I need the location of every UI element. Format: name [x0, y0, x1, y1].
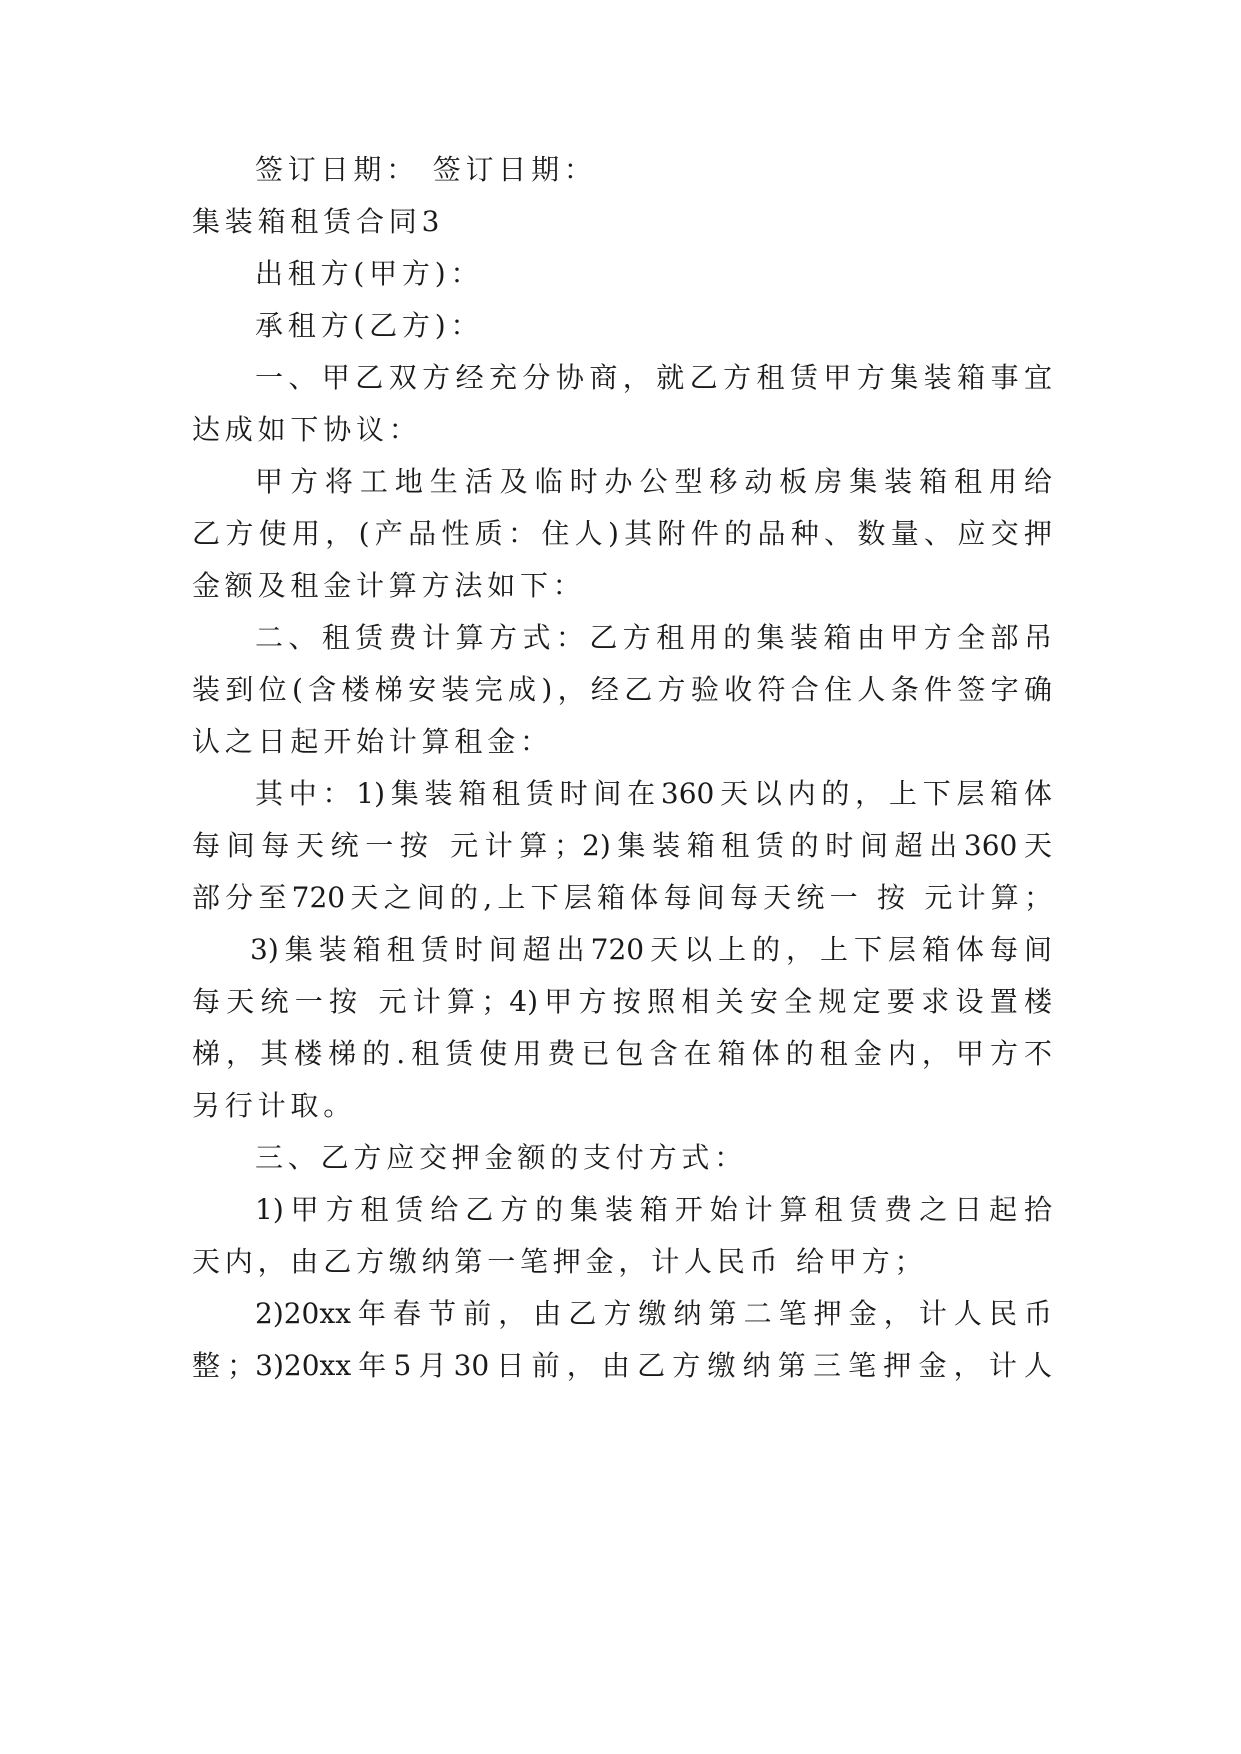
clause-2-para2-line-2: 每天统一按 元计算；4)甲方按照相关安全规定要求设置楼 [192, 985, 1052, 1018]
clause-3-item-1-line-1: 1)甲方租赁给乙方的集装箱开始计算租赁费之日起拾 [255, 1193, 1052, 1226]
clause-2-para2-line-3: 梯，其楼梯的.租赁使用费已包含在箱体的租金内，甲方不 [192, 1037, 1052, 1070]
clause-2-line-3: 认之日起开始计算租金： [192, 725, 553, 758]
clause-1-para-line-1: 甲方将工地生活及临时办公型移动板房集装箱租用给 [255, 465, 1052, 498]
clause-2-line-1: 二、租赁费计算方式：乙方租用的集装箱由甲方全部吊 [255, 621, 1052, 654]
clause-3-item-2-line-1: 2)20xx年春节前，由乙方缴纳第二笔押金，计人民币 [255, 1297, 1052, 1330]
clause-3-item-2-line-2: 整；3)20xx年5月30日前，由乙方缴纳第三笔押金，计人 [192, 1349, 1052, 1382]
signing-date-line: 签订日期： 签订日期： [255, 153, 597, 186]
clause-1-line-2: 达成如下协议： [192, 413, 422, 446]
document-title: 集装箱租赁合同3 [192, 205, 445, 238]
clause-1-para-line-2: 乙方使用，(产品性质：住人)其附件的品种、数量、应交押 [192, 517, 1052, 550]
clause-3-item-1-line-2: 天内，由乙方缴纳第一笔押金，计人民币 给甲方； [192, 1245, 928, 1278]
lessee-line: 承租方(乙方)： [255, 309, 484, 342]
clause-1-para-line-3: 金额及租金计算方法如下： [192, 569, 586, 602]
clause-2-para-line-1: 其中：1)集装箱租赁时间在360天以内的，上下层箱体 [255, 777, 1052, 810]
lessor-line: 出租方(甲方)： [255, 257, 484, 290]
clause-2-para-line-2: 每间每天统一按 元计算；2)集装箱租赁的时间超出360天 [192, 829, 1052, 862]
clause-1-line-1: 一、甲乙双方经充分协商，就乙方租赁甲方集装箱事宜 [255, 361, 1052, 394]
clause-2-para2-line-4: 另行计取。 [192, 1089, 357, 1122]
clause-3-heading: 三、乙方应交押金额的支付方式： [255, 1141, 748, 1174]
clause-2-para2-line-1: 3)集装箱租赁时间超出720天以上的，上下层箱体每间 [250, 933, 1052, 966]
clause-2-para-line-3: 部分至720天之间的,上下层箱体每间每天统一 按 元计算； [192, 881, 1052, 914]
clause-2-line-2: 装到位(含楼梯安装完成)，经乙方验收符合住人条件签字确 [192, 673, 1052, 706]
